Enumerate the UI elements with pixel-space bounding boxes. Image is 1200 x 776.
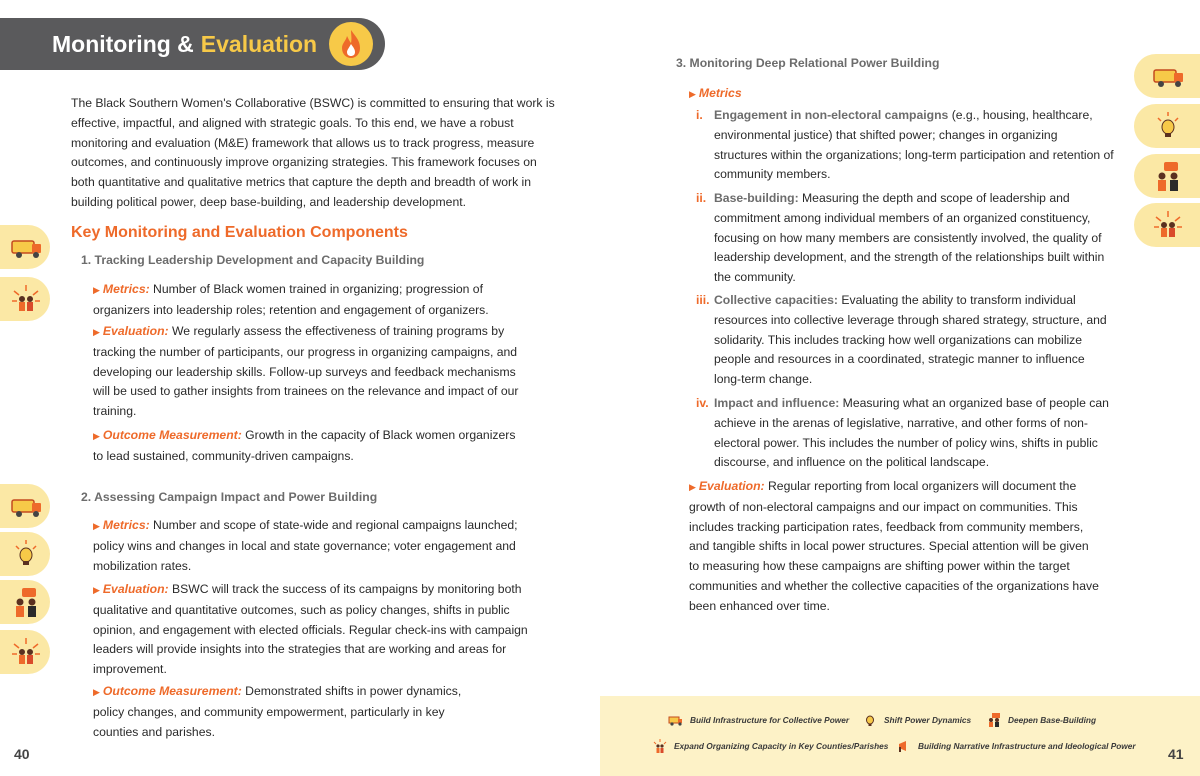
sparkle-people-icon bbox=[652, 738, 668, 754]
truck-icon-2 bbox=[0, 484, 50, 528]
legend-item-power-dynamics: Shift Power Dynamics bbox=[862, 712, 971, 728]
s3-metrics-label: ▶ Metrics bbox=[689, 86, 742, 100]
page-number-right: 41 bbox=[1168, 746, 1184, 762]
sparkle-people-icon bbox=[0, 277, 50, 321]
section-2-title: 2. Assessing Campaign Impact and Power Building bbox=[81, 490, 378, 504]
sparkle-people-icon-right bbox=[1134, 203, 1200, 247]
legend-item-base-building: Deepen Base-Building bbox=[986, 712, 1096, 728]
s3-item-iii: iii. Collective capacities: Evaluating the ability to transform individual resources into collective leverage through shared strategy, structure, and solidarity. This includes tracking how well organizations can mobilize people and resources in a coordinated, strategic manner to influence long-term change. bbox=[696, 293, 1107, 387]
intro-paragraph: The Black Southern Women's Collaborative (BSWC) is committed to ensuring that work is effective, impactful, and aligned with strategic goals. To this end, we have a robust monitoring and evaluation (M&E) framework that allows us to track progress, measure outcomes, and continuously improve organizing strategies. This framework focuses on both quantitative and qualitative metrics that capture the depth and breadth of work in building political power, deep base-building, and leadership development. bbox=[71, 96, 555, 209]
section-1-title: 1. Tracking Leadership Development and Capacity Building bbox=[81, 253, 425, 267]
lightbulb-icon-right bbox=[1134, 104, 1200, 148]
truck-icon-right bbox=[1134, 54, 1200, 98]
lightbulb-icon bbox=[862, 712, 878, 728]
s2-outcome: ▶ Outcome Measurement: Demonstrated shifts in power dynamics, policy changes, and community empowerment, particularly in key counties and parishes. bbox=[93, 684, 462, 739]
legend-item-infrastructure: Build Infrastructure for Collective Power bbox=[668, 712, 849, 728]
page-title-part2: Evaluation bbox=[200, 30, 318, 57]
page-number-left: 40 bbox=[14, 746, 30, 762]
speech-people-icon-right bbox=[1134, 154, 1200, 198]
s2-evaluation: ▶ Evaluation: BSWC will track the success of its campaigns by monitoring both qualitative and quantitative outcomes, such as policy changes, shifts in public opinion, and engagement with elected officials. Regular check-ins with campaign leaders will provide insights into the strategies that are working and areas for improvement. bbox=[93, 582, 528, 677]
title-banner bbox=[0, 18, 385, 70]
truck-icon bbox=[668, 712, 684, 728]
section-heading: Key Monitoring and Evaluation Components bbox=[71, 224, 408, 241]
s1-outcome: ▶ Outcome Measurement: Growth in the capacity of Black women organizers to lead sustained, community-driven campaigns. bbox=[93, 428, 516, 463]
speech-people-icon bbox=[0, 580, 50, 624]
legend-item-organizing-capacity: Expand Organizing Capacity in Key Counties/Parishes bbox=[652, 738, 888, 754]
sparkle-people-icon-2 bbox=[0, 630, 50, 674]
legend-item-narrative: Building Narrative Infrastructure and Ideological Power bbox=[896, 738, 1136, 754]
speech-people-icon bbox=[986, 712, 1002, 728]
section-3-title: 3. Monitoring Deep Relational Power Building bbox=[676, 56, 940, 70]
s3-item-i: i. Engagement in non-electoral campaigns (e.g., housing, healthcare, environmental justice) that shifted power; changes in organizing structures within the organizations; long-term participation and retention of community members. bbox=[696, 108, 1114, 182]
megaphone-icon bbox=[896, 738, 912, 754]
legend-box bbox=[600, 696, 1200, 776]
lightbulb-icon bbox=[0, 532, 50, 576]
flame-icon bbox=[329, 22, 373, 66]
s3-evaluation: ▶ Evaluation: Regular reporting from local organizers will document the growth of non-electoral campaigns and our impact on communities. This includes tracking participation rates, feedback from community members, and tangible shifts in local power structures. Special attention will be given to measuring how these campaigns are shifting power within the target communities and whether the collective capacities of the organizations have been enhanced over time. bbox=[689, 479, 1099, 613]
s2-metrics: ▶ Metrics: Number and scope of state-wide and regional campaigns launched; policy wins and changes in local and state governance; voter engagement and mobilization rates. bbox=[93, 518, 518, 573]
page-title-part1: Monitoring & bbox=[52, 30, 194, 57]
truck-icon bbox=[0, 225, 50, 269]
s1-evaluation: ▶ Evaluation: We regularly assess the effectiveness of training programs by tracking the number of participants, our progress in organizing campaigns, and developing our leadership skills. Follow-up surveys and feedback mechanisms will be used to gather insights from trainees on the relevance and impact of our training. bbox=[93, 324, 519, 419]
s3-item-iv: iv. Impact and influence: Measuring what an organized base of people can achieve in the arenas of legislative, narrative, and other forms of non-electoral power. This includes the number of policy wins, shifts in public discourse, and influence on the political landscape. bbox=[696, 396, 1109, 470]
s3-item-ii: ii. Base-building: Measuring the depth and scope of leadership and commitment among individual members of an organized constituency, focusing on how many members are consistently involved, the quality of leadership development, and the strength of the relationships built within the community. bbox=[696, 191, 1105, 285]
s1-metrics: ▶ Metrics: Number of Black women trained in organizing; progression of organizers into leadership roles; retention and engagement of organizers. bbox=[93, 282, 489, 317]
